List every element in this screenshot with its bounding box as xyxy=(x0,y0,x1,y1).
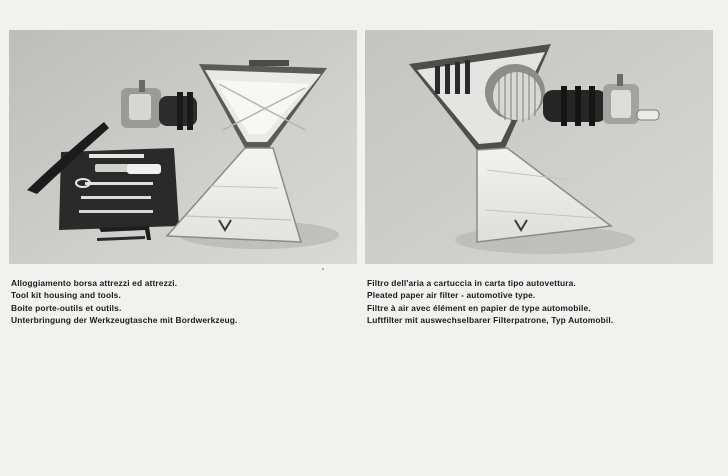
caption-line-french: Boite porte-outils et outils. xyxy=(11,302,122,313)
caption-line-german: Unterbringung der Werkzeugtasche mit Bordwerkzeug. xyxy=(11,315,238,326)
caption-line-english: Pleated paper air filter - automotive type. xyxy=(367,290,536,301)
caption-air-filter xyxy=(367,277,613,327)
caption-line-english: Tool kit housing and tools. xyxy=(11,290,121,301)
air-filter-photo xyxy=(365,30,713,264)
caption-line-german: Luftfilter mit auswechselbarer Filterpatrone, Typ Automobil. xyxy=(367,315,614,326)
caption-line-italian: Alloggiamento borsa attrezzi ed attrezzi. xyxy=(11,278,178,288)
caption-tool-kit xyxy=(11,277,238,327)
paper-speck xyxy=(322,268,324,270)
caption-line-french: Filtre à air avec élément en papier de type automobile. xyxy=(367,302,591,313)
tool-kit-photo xyxy=(9,30,357,264)
caption-line-italian: Filtro dell'aria a cartuccia in carta tipo autovettura. xyxy=(367,278,576,288)
